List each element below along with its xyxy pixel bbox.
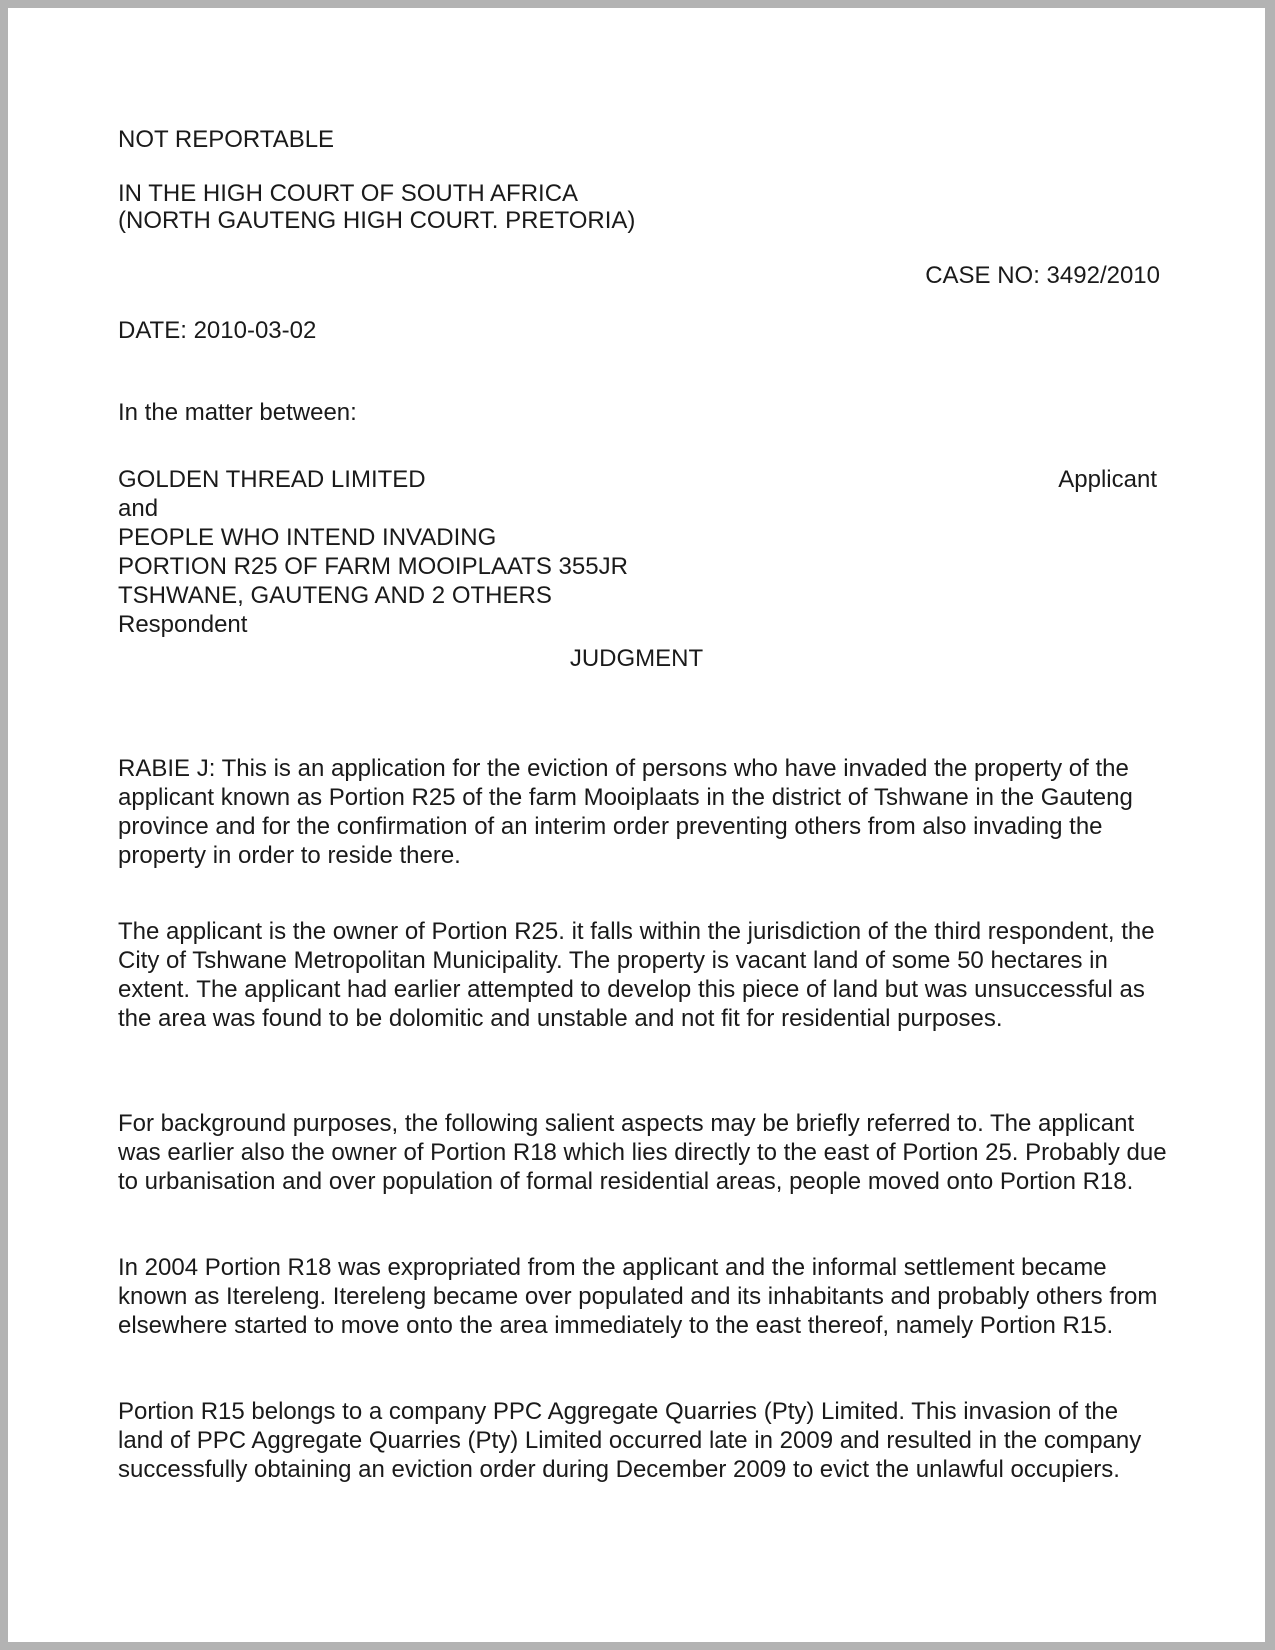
paragraph: In 2004 Portion R18 was expropriated from the applicant and the informal settlement became known as Itereleng. Itereleng became over populated and its inhabitants and probably others from elsewhere started to move onto the area immediately to the east thereof, namely Portion R15.	[118, 1254, 1158, 1339]
court-division: (NORTH GAUTENG HIGH COURT. PRETORIA)	[118, 207, 636, 234]
paragraph: For background purposes, the following salient aspects may be briefly referred to. The applicant was earlier also the owner of Portion R18 which lies directly to the east of Portion 25. Probably due to urbanisation and over population of formal residential areas, people moved onto Portion R18.	[118, 1110, 1167, 1195]
court-name: IN THE HIGH COURT OF SOUTH AFRICA	[118, 180, 579, 207]
respondent-line: TSHWANE, GAUTENG AND 2 OTHERS	[118, 582, 552, 609]
paragraph: Portion R15 belongs to a company PPC Aggregate Quarries (Pty) Limited. This invasion of the land of PPC Aggregate Quarries (Pty) Limited occurred late in 2009 and resulted in the company successfully obtaining an eviction order during December 2009 to evict the unlawful occupiers.	[118, 1398, 1142, 1483]
judgment-date: DATE: 2010-03-02	[118, 317, 317, 344]
case-number: CASE NO: 3492/2010	[925, 262, 1160, 289]
conjunction-and: and	[118, 495, 159, 522]
respondent-line: PEOPLE WHO INTEND INVADING	[118, 524, 497, 551]
paragraph: RABIE J: This is an application for the eviction of persons who have invaded the property of the applicant known as Portion R25 of the farm Mooiplaats in the district of Tshwane in the Gauteng province and for the confirmation of an interim order preventing others from also invading the property in order to reside there.	[118, 755, 1133, 869]
respondent-line: PORTION R25 OF FARM MOOIPLAATS 355JR	[118, 553, 628, 580]
reportable-label: NOT REPORTABLE	[118, 126, 335, 153]
document-page	[8, 8, 1265, 1642]
applicant-role: Applicant	[1058, 466, 1157, 493]
paragraph: The applicant is the owner of Portion R25. it falls within the jurisdiction of the third respondent, the City of Tshwane Metropolitan Municipality. The property is vacant land of some 50 hectares in extent. The applicant had earlier attempted to develop this piece of land but was unsuccessful as the area was found to be dolomitic and unstable and not fit for residential purposes.	[118, 918, 1155, 1032]
judgment-heading: JUDGMENT	[569, 645, 704, 672]
respondent-role: Respondent	[118, 611, 248, 638]
applicant-name: GOLDEN THREAD LIMITED	[118, 466, 426, 493]
parties-block	[118, 465, 1168, 639]
matter-between-label: In the matter between:	[118, 399, 357, 426]
